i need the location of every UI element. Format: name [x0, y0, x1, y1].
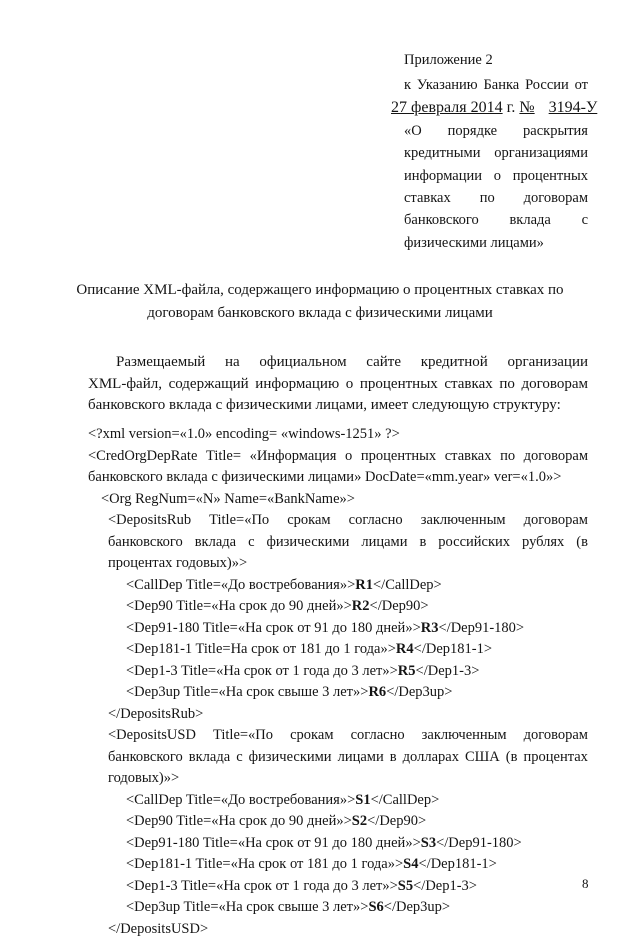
deposits-rub-rate-item [88, 575, 588, 597]
word: согласно [349, 510, 403, 532]
word: от [575, 77, 588, 94]
deposits-usd-open-line [88, 747, 588, 769]
deposits-usd-open-line [88, 725, 588, 747]
word: (в [576, 532, 588, 554]
rate-value: R3 [421, 620, 439, 636]
rate-open-tag: <Dep91-180 Title=«На срок от 91 до 180 дней»> [126, 620, 421, 636]
deposits-rub-rate-item [88, 682, 588, 704]
word: кредитной [421, 352, 488, 374]
deposits-rub-open-line: процентах годовых)»> [88, 553, 588, 575]
intro-paragraph [88, 352, 588, 417]
rate-close-tag: </Dep181-1> [414, 641, 492, 657]
word: договорам [524, 510, 588, 532]
appendix-date-number-line [391, 99, 588, 117]
word: согласно [351, 725, 405, 747]
appendix-subject-line [404, 168, 588, 185]
rate-close-tag: </Dep3up> [384, 899, 450, 915]
word: российских [438, 532, 510, 554]
word: вклада [195, 532, 236, 554]
deposits-rub-rate-item [88, 596, 588, 618]
rate-close-tag: </CallDep> [373, 577, 442, 593]
appendix-number-label: № [519, 99, 548, 117]
word: России [525, 77, 569, 94]
word: ставках [445, 446, 492, 468]
word: с [248, 532, 254, 554]
rate-value: S4 [403, 856, 418, 872]
word: физическими [249, 747, 332, 769]
word: порядке [448, 123, 497, 140]
word: банковского [108, 532, 183, 554]
rate-open-tag: <CallDep Title=«До востребования»> [126, 577, 355, 593]
word: по [500, 446, 515, 468]
intro-line-2: XML-файл, содержащий информацию о процентных ставках по договорам [88, 374, 588, 396]
rate-open-tag: <Dep91-180 Title=«На срок от 91 до 180 дней»> [126, 835, 421, 851]
appendix-number: 3194-У [549, 99, 598, 117]
heading-line-1: Описание XML-файла, содержащего информацию о процентных ставках по [60, 282, 580, 299]
deposits-usd-open-line: годовых)»> [88, 768, 588, 790]
rate-value: R1 [355, 577, 373, 593]
rate-value: S2 [352, 813, 367, 829]
deposits-rub-close: </DepositsRub> [88, 704, 588, 726]
word: в [419, 532, 426, 554]
rate-close-tag: </Dep90> [370, 598, 429, 614]
rate-open-tag: <Dep3up Title=«На срок свыше 3 лет»> [126, 899, 368, 915]
rate-value: S6 [368, 899, 383, 915]
intro-line-3: банковского вклада с физическими лицами, имеет следующую структуру: [88, 395, 588, 417]
word: с [236, 747, 242, 769]
word: сайте [366, 352, 401, 374]
word: Title=«По [213, 725, 273, 747]
rate-value: R4 [396, 641, 414, 657]
word: <CredOrgDepRate [88, 446, 197, 468]
word: рублях [522, 532, 564, 554]
word: официальном [259, 352, 346, 374]
rate-open-tag: <Dep90 Title=«На срок до 90 дней»> [126, 598, 352, 614]
word: Банка [483, 77, 519, 94]
word: договорам [524, 725, 588, 747]
word: банковского [108, 747, 183, 769]
rate-value: R5 [398, 663, 416, 679]
rate-close-tag: </Dep1-3> [413, 878, 477, 894]
word: <DepositsRub [108, 510, 191, 532]
deposits-usd-block [88, 725, 588, 940]
deposits-usd-rate-item [88, 876, 588, 898]
word: организациями [494, 145, 588, 162]
appendix-date: 27 февраля 2014 [391, 99, 507, 117]
rate-value: S3 [421, 835, 436, 851]
word: срокам [287, 510, 330, 532]
word: Указанию [417, 77, 478, 94]
rate-open-tag: <Dep1-3 Title=«На срок от 1 года до 3 лет»> [126, 878, 398, 894]
word: ставках [404, 190, 451, 207]
rate-open-tag: <Dep181-1 Title=«На срок от 181 до 1 года»> [126, 856, 403, 872]
appendix-title: Приложение 2 [404, 52, 588, 69]
word: (в [506, 747, 518, 769]
org-element: <Org RegNum=«N» Name=«BankName»> [88, 489, 588, 511]
word: в [390, 747, 397, 769]
rate-value: S1 [355, 792, 370, 808]
rate-close-tag: </Dep91-180> [438, 620, 524, 636]
word: о [345, 446, 352, 468]
word: процентных [361, 446, 436, 468]
word: лицами [338, 747, 384, 769]
word: о [494, 168, 501, 185]
word: банковского [404, 212, 479, 229]
word: Title= [206, 446, 241, 468]
deposits-usd-rate-item [88, 811, 588, 833]
word: договорам [524, 190, 588, 207]
word: Размещаемый [116, 352, 205, 374]
deposits-rub-open-line [88, 532, 588, 554]
cred-org-line-2: банковского вклада с физическими лицами» DocDate=«mm.year» ver=«1.0»> [88, 467, 588, 489]
deposits-usd-rate-item [88, 854, 588, 876]
word: информации [404, 168, 482, 185]
xml-declaration: <?xml version=«1.0» encoding= «windows-1251» ?> [88, 424, 588, 446]
word: по [480, 190, 495, 207]
rate-close-tag: </Dep90> [367, 813, 426, 829]
word: вклада [189, 747, 230, 769]
word: раскрытия [523, 123, 588, 140]
rate-close-tag: </Dep3up> [386, 684, 452, 700]
word: физическими лицами» [404, 235, 544, 252]
deposits-rub-block [88, 510, 588, 725]
word: «О [404, 123, 422, 140]
cred-org-line-1 [88, 446, 588, 468]
appendix-reference-line [404, 77, 588, 94]
appendix-subject-line [404, 235, 588, 252]
word: лицами [361, 532, 407, 554]
word: с [582, 212, 588, 229]
rate-close-tag: </Dep1-3> [416, 663, 480, 679]
appendix-subject-line [404, 145, 588, 162]
word: процентах [524, 747, 588, 769]
xml-structure [88, 424, 588, 940]
word: процентных [513, 168, 588, 185]
deposits-usd-rate-item [88, 897, 588, 919]
word: организации [507, 352, 588, 374]
word: кредитными [404, 145, 480, 162]
deposits-rub-rate-item [88, 639, 588, 661]
heading-line-2: договорам банковского вклада с физическими лицами [60, 305, 580, 322]
deposits-usd-rate-item [88, 790, 588, 812]
word: вклада [509, 212, 550, 229]
word: <DepositsUSD [108, 725, 196, 747]
appendix-subject-line [404, 123, 588, 140]
rate-open-tag: <CallDep Title=«До востребования»> [126, 792, 355, 808]
word: к [404, 77, 411, 94]
page-number: 8 [582, 876, 589, 892]
rate-open-tag: <Dep3up Title=«На срок свыше 3 лет»> [126, 684, 368, 700]
deposits-usd-close: </DepositsUSD> [88, 919, 588, 940]
rate-open-tag: <Dep181-1 Title=На срок от 181 до 1 года»> [126, 641, 396, 657]
rate-close-tag: </CallDep> [371, 792, 440, 808]
intro-line-1 [88, 352, 588, 374]
appendix-subject-line [404, 190, 588, 207]
deposits-rub-rate-item [88, 661, 588, 683]
word: США [465, 747, 500, 769]
word: заключенным [421, 510, 506, 532]
deposits-usd-rate-item [88, 833, 588, 855]
rate-close-tag: </Dep91-180> [436, 835, 522, 851]
rate-close-tag: </Dep181-1> [418, 856, 496, 872]
rate-value: S5 [398, 878, 413, 894]
rate-value: R2 [352, 598, 370, 614]
word: долларах [403, 747, 459, 769]
rate-open-tag: <Dep1-3 Title=«На срок от 1 года до 3 лет»> [126, 663, 398, 679]
deposits-rub-rate-item [88, 618, 588, 640]
appendix-subject-line [404, 212, 588, 229]
appendix-year-abbr: г. [507, 99, 520, 117]
rate-open-tag: <Dep90 Title=«На срок до 90 дней»> [126, 813, 352, 829]
word: заключенным [422, 725, 507, 747]
word: срокам [290, 725, 333, 747]
word: на [225, 352, 240, 374]
word: договорам [524, 446, 588, 468]
word: «Информация [250, 446, 337, 468]
rate-value: R6 [368, 684, 386, 700]
word: физическими [266, 532, 349, 554]
deposits-rub-open-line [88, 510, 588, 532]
word: Title=«По [209, 510, 269, 532]
